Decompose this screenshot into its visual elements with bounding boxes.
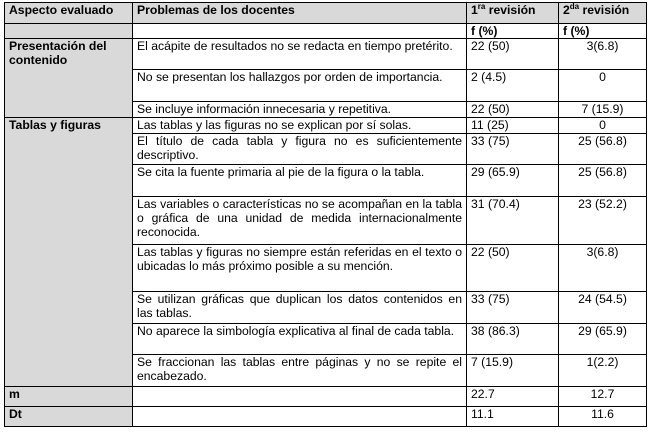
problem-cell: No aparece la simbología explicativa al final de cada tabla. <box>133 324 467 355</box>
header-freq1: f (%) <box>467 24 559 39</box>
rev1-word: revisión <box>485 3 536 17</box>
rev2-cell: 24 (54.5) <box>559 292 647 324</box>
header-rev2 <box>559 3 647 24</box>
rev1-cell: 7 (15.9) <box>467 355 559 387</box>
rev1-cell: 29 (65.9) <box>467 165 559 197</box>
summary-rev1: 11.1 <box>467 407 559 427</box>
header-rev1 <box>467 3 559 24</box>
rev2-cell: 0 <box>559 118 647 134</box>
header-problems-spacer <box>133 24 467 39</box>
header-aspect-spacer <box>5 24 133 39</box>
rev2-cell: 25 (56.8) <box>559 134 647 165</box>
rev2-cell: 3(6.8) <box>559 39 647 70</box>
summary-rev2: 12.7 <box>559 387 647 407</box>
rev2-cell: 25 (56.8) <box>559 165 647 197</box>
rev2-cell: 0 <box>559 70 647 102</box>
rev1-cell: 38 (86.3) <box>467 324 559 355</box>
rev1-cell: 2 (4.5) <box>467 70 559 102</box>
problem-cell: Las variables o características no se acompañan en la tabla o gráfica de una unidad de medida internacionalmente reconocida. <box>133 197 467 245</box>
rev1-cell: 22 (50) <box>467 102 559 118</box>
header-aspect: Aspecto evaluado <box>5 3 133 24</box>
problem-cell: No se presentan los hallazgos por orden de importancia. <box>133 70 467 102</box>
problem-cell: Se cita la fuente primaria al pie de la figura o la tabla. <box>133 165 467 197</box>
rev1-cell: 22 (50) <box>467 39 559 70</box>
rev1-sup: ra <box>477 1 486 11</box>
summary-rev1: 22.7 <box>467 387 559 407</box>
rev2-cell: 7 (15.9) <box>559 102 647 118</box>
header-problems: Problemas de los docentes <box>133 3 467 24</box>
problem-cell: Las tablas y figuras no siempre están referidas en el texto o ubicadas lo más próximo posible a su mención. <box>133 245 467 292</box>
rev1-cell: 22 (50) <box>467 245 559 292</box>
header-freq2: f (%) <box>559 24 647 39</box>
rev1-cell: 33 (75) <box>467 292 559 324</box>
problem-cell: El título de cada tabla y figura no es suficientemente descriptivo. <box>133 134 467 165</box>
summary-label: m <box>5 387 133 407</box>
rev2-cell: 29 (65.9) <box>559 324 647 355</box>
summary-rev2: 11.6 <box>559 407 647 427</box>
problem-cell: El acápite de resultados no se redacta en tiempo pretérito. <box>133 39 467 70</box>
rev2-cell: 1(2.2) <box>559 355 647 387</box>
rev1-num: 1 <box>471 3 478 17</box>
problem-cell: Se utilizan gráficas que duplican los datos contenidos en las tablas. <box>133 292 467 324</box>
rev2-cell: 23 (52.2) <box>559 197 647 245</box>
rev1-cell: 33 (75) <box>467 134 559 165</box>
results-table <box>4 2 647 427</box>
group-aspect: Presentación del contenido <box>5 39 133 118</box>
group-aspect: Tablas y figuras <box>5 118 133 387</box>
problem-cell: Se fraccionan las tablas entre páginas y no se repite el encabezado. <box>133 355 467 387</box>
rev1-cell: 11 (25) <box>467 118 559 134</box>
summary-problem-spacer <box>133 407 467 427</box>
rev2-word: revisión <box>579 3 630 17</box>
rev2-cell: 3(6.8) <box>559 245 647 292</box>
problem-cell: Las tablas y las figuras no se explican por sí solas. <box>133 118 467 134</box>
rev2-sup: da <box>569 1 580 11</box>
summary-label: Dt <box>5 407 133 427</box>
summary-problem-spacer <box>133 387 467 407</box>
rev1-cell: 31 (70.4) <box>467 197 559 245</box>
rev2-num: 2 <box>563 3 570 17</box>
problem-cell: Se incluye información innecesaria y repetitiva. <box>133 102 467 118</box>
